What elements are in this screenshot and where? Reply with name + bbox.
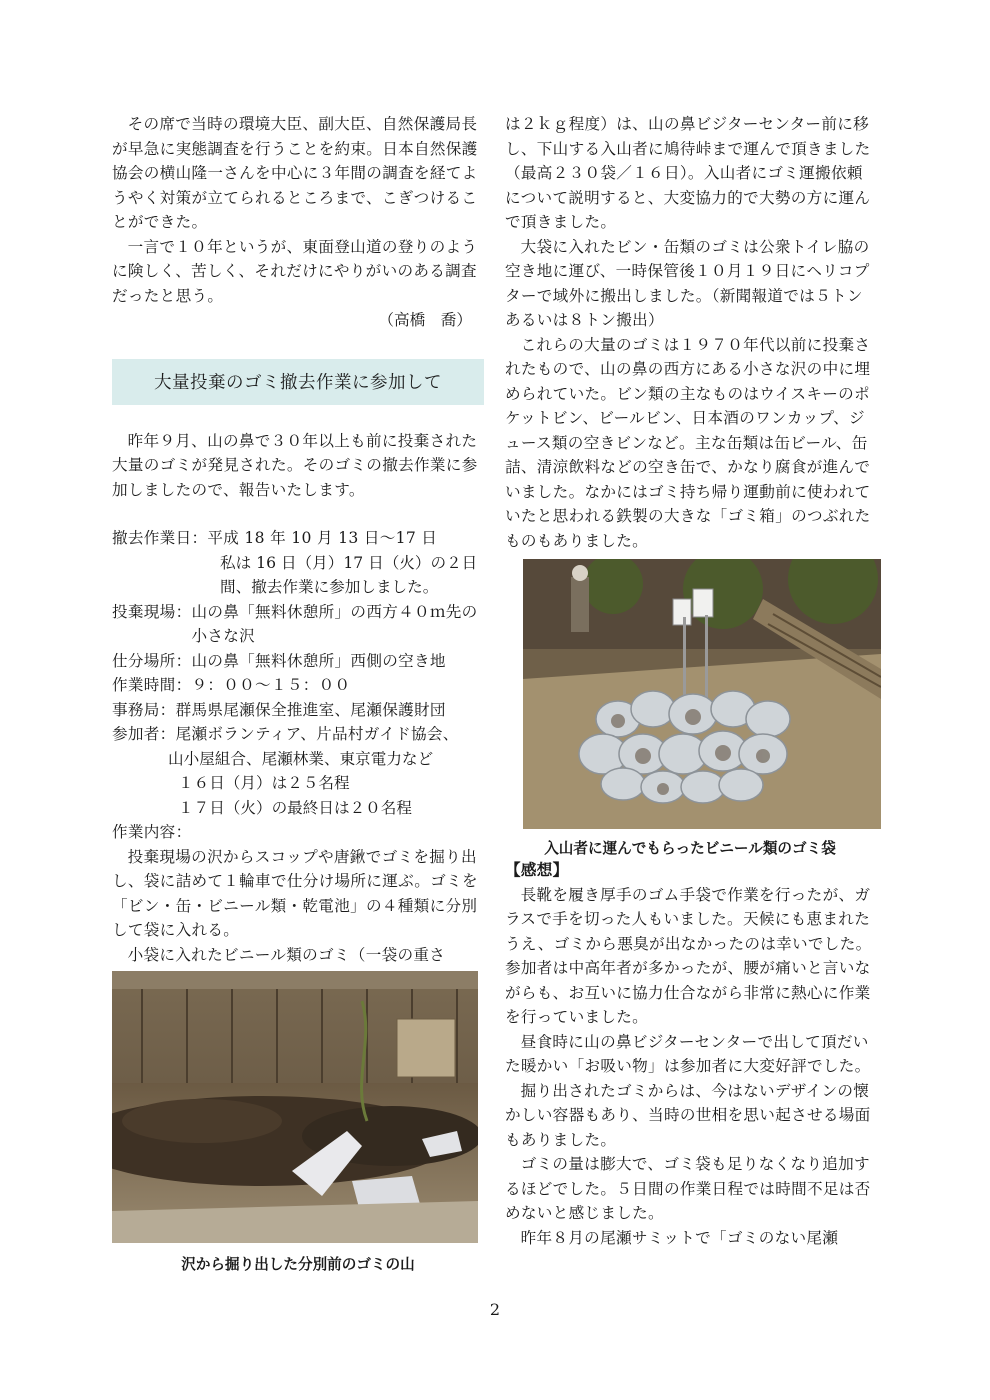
detail-row [112,649,484,674]
intro-paragraph-1: その席で当時の環境大臣、副大臣、自然保護局長が早急に実態調査を行うことを約束。日本自然保護協会の横山隆一さんを中心に３年間の調査を経てようやく対策が立てられるところまで、こぎつけることができた。 [112,115,478,231]
detail-value: 群馬県尾瀬保全推進室、尾瀬保護財団 [175,700,446,719]
detail-label: 投棄現場： [112,602,192,621]
right-paragraph-3: これらの大量のゴミは１９７０年代以前に投棄されたもので、山の鼻の西方にある小さな沢の中に埋められていた。ビン類の主なものはウイスキーのポケットビン、ビールビン、日本酒のワンカップ、ジュース類の空きビンなど。主な缶類は缶ビール、缶詰、清涼飲料などの空き缶で、かなり腐食が進んでいました。なかにはゴミ持ち帰り運動前に使われていたと思われる鉄製の大きな「ゴミ箱」のつぶれたものもありました。 [505,335,871,550]
detail-value: ９：００〜１５：００ [191,676,351,694]
trash-bags-image [523,559,881,829]
detail-label: 参加者： [112,725,176,743]
detail-row [112,673,484,698]
impressions-heading: 【感想】 [505,861,569,879]
detail-label: 作業時間： [112,676,192,694]
photo-caption-left: 沢から掘り出した分別前のゴミの山 [181,1256,415,1273]
impressions-paragraph-1: 長靴を履き厚手のゴム手袋で作業を行ったが、ガラスで手を切った人もいました。天候にも恵まれたうえ、ゴミから悪臭が出なかったのは幸いでした。参加者は中高年者が多かったが、腰が痛いと言いながらも、お互いに協力仕合ながら非常に熱心に作業を行っていました。 [505,885,872,1026]
details-list [112,526,484,845]
intro-paragraph-2: 一言で１０年というが、東面登山道の登りのように険しく、苦しく、それだけにやりがいのある調査だったと思う。 [112,237,478,305]
right-column [505,112,875,1250]
detail-value: 山の鼻「無料休憩所」の西方４０ｍ先の小さな沢 [191,602,478,645]
work-label: 作業内容： [112,823,192,841]
author-signature: （高橋 喬） [378,311,472,329]
detail-label: 仕分場所： [112,651,192,670]
photo-caption-right: 入山者に運んでもらったビニール類のゴミ袋 [544,840,836,857]
detail-row [112,698,484,723]
impressions-paragraph-2: 昼食時に山の鼻ビジターセンターで出して頂だいた暖かい「お吸い物」は参加者に大変好評でした。 [505,1032,871,1075]
page-number: 2 [489,1300,501,1319]
left-column [112,112,484,1274]
detail-value: 山の鼻「無料休憩所」西側の空き地 [191,651,446,670]
impressions-paragraph-4: ゴミの量は膨大で、ゴミ袋も足りなくなり追加するほどでした。５日間の作業日程では時間不足は否めないと感じました。 [505,1155,871,1222]
participants-day16: １６日（月）は２５名程 [178,774,350,792]
section-title: 大量投棄のゴミ撤去作業に参加して [112,359,484,405]
detail-row [112,722,484,747]
garbage-pile-image [112,971,478,1243]
right-paragraph-1: は２ｋｇ程度）は、山の鼻ビジターセンター前に移し、下山する入山者に鳩待峠まで運んで頂きました（最高２３０袋／１６日）。入山者にゴミ運搬依頼について説明すると、大変協力的で大勢の方に運んで頂きました。 [505,115,871,231]
work-paragraph-2: 小袋に入れたビニール類のゴミ（一袋の重さ [127,945,446,964]
participants-continued: 山小屋組合、尾瀬林業、東京電力など [168,749,434,768]
detail-row [112,526,484,551]
detail-label: 事務局： [112,700,176,719]
detail-value: 平成 18 年 10 月 13 日〜17 日 [207,529,438,547]
trash-bags-photo [523,559,881,829]
date-note: 私は 16 日（月）17 日（火）の２日間、撤去作業に参加しました。 [220,553,478,596]
impressions-paragraph-5: 昨年８月の尾瀬サミットで「ゴミのない尾瀬 [520,1228,839,1247]
lead-paragraph: 昨年９月、山の鼻で３０年以上も前に投棄された大量のゴミが発見された。そのゴミの撤去作業に参加しましたので、報告いたします。 [112,431,478,499]
impressions-paragraph-3: 掘り出されたゴミからは、今はないデザインの懐かしい容器もあり、当時の世相を思い起させる場面もありました。 [505,1081,871,1149]
detail-row [112,600,484,649]
garbage-pile-photo [112,971,478,1243]
participants-day17: １７日（火）の最終日は２０名程 [178,798,412,817]
spacer [112,502,484,526]
right-paragraph-2: 大袋に入れたビン・缶類のゴミは公衆トイレ脇の空き地に運び、一時保管後１０月１９日にヘリコプターで域外に搬出しました。（新聞報道では５トンあるいは８トン搬出） [505,237,870,329]
detail-label: 撤去作業日： [112,529,208,547]
work-paragraph-1: 投棄現場の沢からスコップや唐鍬でゴミを掘り出し、袋に詰めて１輪車で仕分け場所に運ぶ。ゴミを「ビン・缶・ビニール類・乾電池」の４種類に分別して袋に入れる。 [112,847,478,939]
detail-value: 尾瀬ボランティア、片品村ガイド協会、 [175,725,459,743]
